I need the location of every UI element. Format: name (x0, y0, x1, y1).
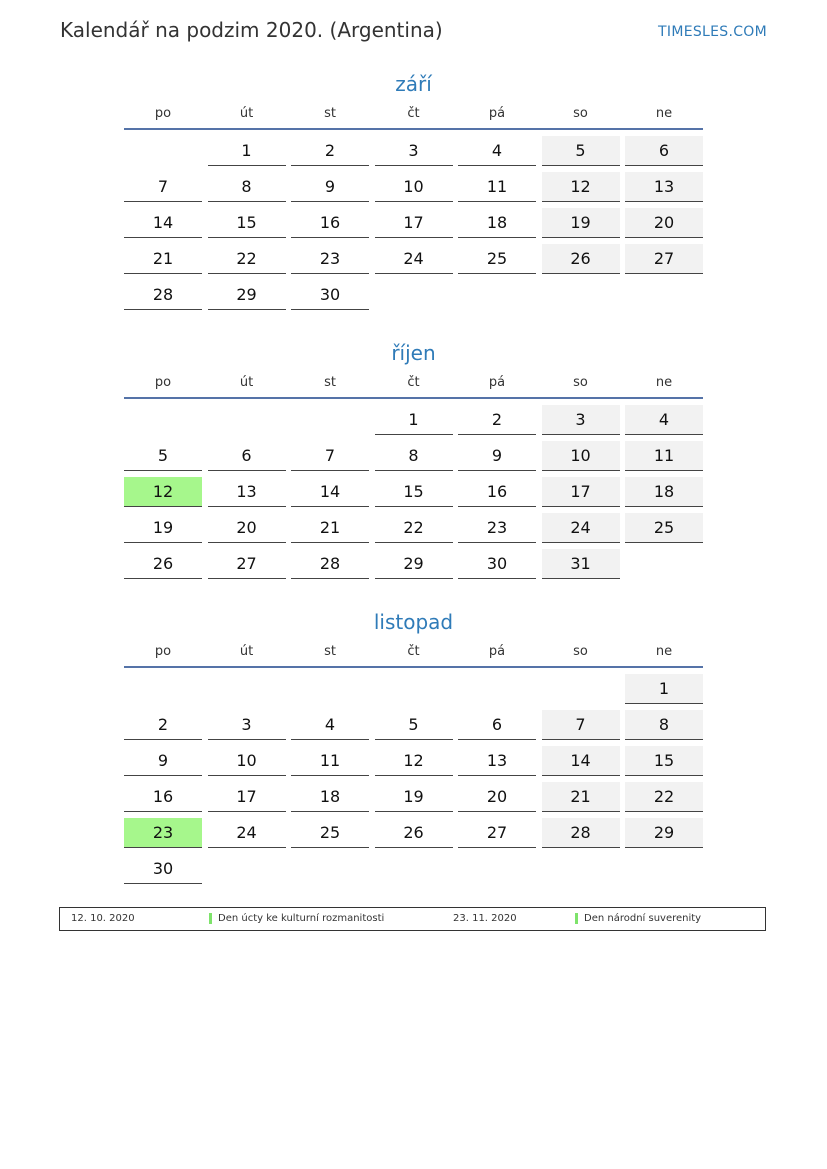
weekday-label: út (239, 644, 254, 659)
week-row (124, 477, 703, 507)
day-cell: 23 (458, 513, 536, 543)
day-cell (542, 674, 620, 704)
day-cell: 27 (208, 549, 286, 579)
weekday-header (124, 644, 703, 666)
day-cell (291, 405, 369, 435)
weekday-label: ne (655, 644, 673, 659)
day-cell: 14 (291, 477, 369, 507)
day-cell: 3 (375, 136, 453, 166)
day-cell (625, 549, 703, 579)
day-cell (458, 674, 536, 704)
day-cell (542, 280, 620, 310)
day-cell: 9 (124, 746, 202, 776)
day-cell: 14 (124, 208, 202, 238)
day-cell: 11 (625, 441, 703, 471)
day-cell (291, 854, 369, 884)
day-cell: 27 (625, 244, 703, 274)
day-cell: 5 (542, 136, 620, 166)
week-row (124, 136, 703, 166)
day-cell: 4 (458, 136, 536, 166)
weekday-label: pá (488, 644, 506, 659)
day-cell: 26 (124, 549, 202, 579)
weekday-label: út (239, 106, 254, 121)
day-cell: 27 (458, 818, 536, 848)
day-cell: 10 (208, 746, 286, 776)
day-cell: 30 (291, 280, 369, 310)
day-cell: 29 (208, 280, 286, 310)
day-cell (124, 405, 202, 435)
page-title: Kalendář na podzim 2020. (Argentina) (60, 18, 443, 42)
header-divider (124, 128, 703, 130)
week-row (124, 405, 703, 435)
week-row (124, 818, 703, 848)
day-cell: 6 (625, 136, 703, 166)
day-cell: 25 (458, 244, 536, 274)
month-block (124, 70, 703, 316)
day-cell (208, 854, 286, 884)
day-cell: 23 (291, 244, 369, 274)
day-cell: 8 (208, 172, 286, 202)
day-cell: 24 (375, 244, 453, 274)
day-cell: 13 (208, 477, 286, 507)
day-cell: 25 (625, 513, 703, 543)
day-cell: 22 (625, 782, 703, 812)
week-row (124, 280, 703, 310)
day-cell: 8 (375, 441, 453, 471)
day-cell: 14 (542, 746, 620, 776)
day-cell (542, 854, 620, 884)
day-cell: 16 (124, 782, 202, 812)
week-row (124, 549, 703, 579)
day-cell: 5 (124, 441, 202, 471)
header-divider (124, 397, 703, 399)
day-cell: 2 (458, 405, 536, 435)
weekday-label: st (324, 106, 336, 121)
legend-holiday-name: Den národní suverenity (584, 913, 702, 924)
day-cell: 8 (625, 710, 703, 740)
month-block (124, 339, 703, 585)
day-cell: 10 (375, 172, 453, 202)
day-cell: 22 (375, 513, 453, 543)
week-row (124, 244, 703, 274)
day-cell (375, 280, 453, 310)
month-name: září (395, 72, 432, 96)
day-cell: 24 (542, 513, 620, 543)
holiday-legend (59, 907, 766, 931)
weekday-label: ne (655, 106, 673, 121)
weekday-label: st (324, 375, 336, 390)
day-cell: 3 (208, 710, 286, 740)
day-cell: 24 (208, 818, 286, 848)
day-cell: 3 (542, 405, 620, 435)
day-cell (124, 674, 202, 704)
weekday-label: po (154, 106, 172, 121)
day-cell: 29 (625, 818, 703, 848)
legend-color-marker (209, 913, 212, 924)
week-row (124, 746, 703, 776)
weekday-label: so (573, 106, 588, 121)
day-cell: 26 (542, 244, 620, 274)
day-cell: 21 (542, 782, 620, 812)
month-name: říjen (391, 341, 436, 365)
day-cell: 13 (458, 746, 536, 776)
day-cell: 18 (458, 208, 536, 238)
day-cell: 9 (458, 441, 536, 471)
day-cell: 30 (124, 854, 202, 884)
day-cell (208, 405, 286, 435)
day-cell: 9 (291, 172, 369, 202)
day-cell: 30 (458, 549, 536, 579)
day-cell: 18 (625, 477, 703, 507)
header-divider (124, 666, 703, 668)
legend-color-marker (575, 913, 578, 924)
day-cell: 25 (291, 818, 369, 848)
weekday-label: so (573, 644, 588, 659)
day-cell: 6 (458, 710, 536, 740)
day-cell: 28 (291, 549, 369, 579)
day-cell (124, 136, 202, 166)
brand-link[interactable]: TIMESLES.COM (658, 24, 767, 40)
day-cell: 2 (124, 710, 202, 740)
day-cell: 11 (291, 746, 369, 776)
day-cell: 12 (542, 172, 620, 202)
day-cell: 20 (625, 208, 703, 238)
day-cell (375, 674, 453, 704)
week-row (124, 208, 703, 238)
weekday-label: út (239, 375, 254, 390)
weekday-header (124, 375, 703, 397)
day-cell: 6 (208, 441, 286, 471)
month-name: listopad (373, 610, 454, 634)
day-cell: 20 (208, 513, 286, 543)
day-cell: 21 (291, 513, 369, 543)
day-cell: 1 (625, 674, 703, 704)
week-row (124, 710, 703, 740)
day-cell: 1 (375, 405, 453, 435)
month-block (124, 608, 703, 890)
legend-date: 23. 11. 2020 (453, 913, 517, 924)
week-row (124, 441, 703, 471)
day-cell: 7 (124, 172, 202, 202)
weekday-header (124, 106, 703, 128)
day-cell (208, 674, 286, 704)
weekday-label: čt (407, 375, 420, 390)
day-cell: 22 (208, 244, 286, 274)
week-row (124, 513, 703, 543)
weekday-label: pá (488, 375, 506, 390)
day-cell: 20 (458, 782, 536, 812)
day-cell: 21 (124, 244, 202, 274)
day-cell: 19 (542, 208, 620, 238)
weekday-label: po (154, 644, 172, 659)
day-cell: 16 (458, 477, 536, 507)
day-cell: 1 (208, 136, 286, 166)
day-cell: 17 (542, 477, 620, 507)
weekday-label: so (573, 375, 588, 390)
day-cell: 15 (625, 746, 703, 776)
day-cell: 26 (375, 818, 453, 848)
day-cell: 19 (124, 513, 202, 543)
weekday-label: ne (655, 375, 673, 390)
day-cell: 11 (458, 172, 536, 202)
day-cell: 15 (208, 208, 286, 238)
day-cell (625, 854, 703, 884)
day-cell: 4 (625, 405, 703, 435)
day-cell: 17 (375, 208, 453, 238)
day-cell: 16 (291, 208, 369, 238)
day-cell: 28 (124, 280, 202, 310)
day-cell: 10 (542, 441, 620, 471)
day-cell (458, 854, 536, 884)
week-row (124, 782, 703, 812)
week-row (124, 172, 703, 202)
day-cell: 12 (375, 746, 453, 776)
day-cell: 31 (542, 549, 620, 579)
day-cell (291, 674, 369, 704)
day-cell: 18 (291, 782, 369, 812)
legend-holiday-name: Den úcty ke kulturní rozmanitosti (218, 913, 385, 924)
day-cell: 15 (375, 477, 453, 507)
day-cell (625, 280, 703, 310)
holiday-day-cell: 12 (124, 477, 202, 507)
day-cell: 7 (291, 441, 369, 471)
day-cell: 2 (291, 136, 369, 166)
weekday-label: po (154, 375, 172, 390)
weekday-label: čt (407, 644, 420, 659)
day-cell: 4 (291, 710, 369, 740)
legend-date: 12. 10. 2020 (71, 913, 135, 924)
day-cell: 29 (375, 549, 453, 579)
weekday-label: pá (488, 106, 506, 121)
holiday-day-cell: 23 (124, 818, 202, 848)
day-cell (458, 280, 536, 310)
week-row (124, 674, 703, 704)
day-cell: 19 (375, 782, 453, 812)
day-cell: 7 (542, 710, 620, 740)
weekday-label: čt (407, 106, 420, 121)
week-row (124, 854, 703, 884)
day-cell: 13 (625, 172, 703, 202)
day-cell: 5 (375, 710, 453, 740)
weekday-label: st (324, 644, 336, 659)
day-cell: 28 (542, 818, 620, 848)
day-cell: 17 (208, 782, 286, 812)
day-cell (375, 854, 453, 884)
